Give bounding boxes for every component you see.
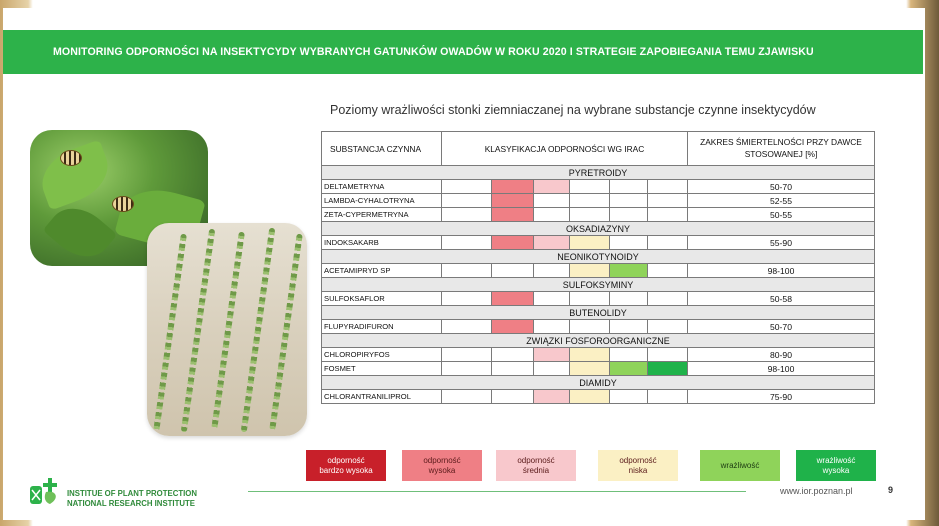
header-bar: [3, 30, 923, 74]
substance-name: ACETAMIPRYD SP: [322, 264, 442, 278]
irac-cell: [570, 236, 610, 250]
irac-cell: [442, 236, 492, 250]
irac-cell: [648, 180, 688, 194]
header-irac: KLASYFIKACJA ODPORNOŚCI WG IRAC: [442, 132, 688, 166]
legend-item-niska: odporność niska: [598, 450, 678, 481]
institute-line1: INSTITUE OF PLANT PROTECTION: [67, 489, 197, 498]
mortality-range: 52-55: [688, 194, 875, 208]
irac-cell: [534, 348, 570, 362]
group-row: [322, 334, 875, 348]
substance-name: SULFOKSAFLOR: [322, 292, 442, 306]
irac-cell: [534, 362, 570, 376]
mortality-range: 98-100: [688, 362, 875, 376]
table-row: [322, 348, 875, 362]
irac-cell: [570, 264, 610, 278]
group-label: SULFOKSYMINY: [322, 278, 875, 292]
irac-cell: [442, 208, 492, 222]
substance-name: CHLOROPIRYFOS: [322, 348, 442, 362]
irac-cell: [492, 208, 534, 222]
group-row: [322, 166, 875, 180]
irac-cell: [492, 236, 534, 250]
irac-cell: [492, 194, 534, 208]
mortality-range: 98-100: [688, 264, 875, 278]
irac-cell: [610, 264, 648, 278]
irac-cell: [534, 390, 570, 404]
irac-cell: [610, 236, 648, 250]
mortality-range: 50-70: [688, 320, 875, 334]
institute-logo: [28, 476, 62, 506]
page-title: MONITORING ODPORNOŚCI NA INSEKTYCYDY WYBRANYCH GATUNKÓW OWADÓW W ROKU 2020 I STRATEGIE ZAPOBIEGANIA TEMU ZJAWISKU: [53, 46, 814, 58]
group-label: ZWIĄZKI FOSFOROORGANICZNE: [322, 334, 875, 348]
irac-cell: [442, 348, 492, 362]
irac-cell: [442, 180, 492, 194]
irac-cell: [442, 320, 492, 334]
irac-cell: [648, 264, 688, 278]
footer-url[interactable]: www.ior.poznan.pl: [780, 486, 853, 496]
irac-cell: [610, 362, 648, 376]
irac-cell: [442, 264, 492, 278]
table-row: [322, 390, 875, 404]
table-row: [322, 362, 875, 376]
mortality-range: 50-58: [688, 292, 875, 306]
irac-cell: [570, 194, 610, 208]
legend-item-wysoka: odporność wysoka: [402, 450, 482, 481]
irac-cell: [442, 390, 492, 404]
legend-item-bardzo-wysoka: odporność bardzo wysoka: [306, 450, 386, 481]
resistance-table: [321, 131, 875, 404]
table-caption: Poziomy wrażliwości stonki ziemniaczanej na wybrane substancje czynne insektycydów: [330, 103, 816, 117]
irac-cell: [534, 320, 570, 334]
table-row: [322, 208, 875, 222]
table-row: [322, 180, 875, 194]
substance-name: INDOKSAKARB: [322, 236, 442, 250]
group-label: BUTENOLIDY: [322, 306, 875, 320]
irac-cell: [534, 236, 570, 250]
irac-cell: [534, 208, 570, 222]
table-row: [322, 236, 875, 250]
irac-cell: [648, 292, 688, 306]
header-substance: SUBSTANCJA CZYNNA: [322, 132, 442, 166]
legend-item-srednia: odporność średnia: [496, 450, 576, 481]
table-row: [322, 194, 875, 208]
irac-cell: [534, 292, 570, 306]
irac-cell: [648, 236, 688, 250]
irac-cell: [648, 194, 688, 208]
irac-cell: [648, 208, 688, 222]
irac-cell: [534, 194, 570, 208]
group-row: [322, 250, 875, 264]
table-row: [322, 292, 875, 306]
irac-cell: [534, 264, 570, 278]
group-label: DIAMIDY: [322, 376, 875, 390]
group-row: [322, 278, 875, 292]
table-row: [322, 264, 875, 278]
page-number: 9: [888, 485, 894, 495]
legend-item-wrazliwosc-wysoka: wrażliwość wysoka: [796, 450, 876, 481]
irac-cell: [492, 292, 534, 306]
irac-cell: [492, 362, 534, 376]
substance-name: LAMBDA-CYHALOTRYNA: [322, 194, 442, 208]
institute-line2: NATIONAL RESEARCH INSTITUTE: [67, 499, 195, 509]
group-label: PYRETROIDY: [322, 166, 875, 180]
legend-item-wrazliwosc: wrażliwość: [700, 450, 780, 481]
substance-name: ZETA-CYPERMETRYNA: [322, 208, 442, 222]
substance-name: CHLORANTRANILIPROL: [322, 390, 442, 404]
irac-cell: [442, 194, 492, 208]
substance-name: FLUPYRADIFURON: [322, 320, 442, 334]
field-photo: [147, 223, 307, 436]
mortality-range: 55-90: [688, 236, 875, 250]
irac-cell: [570, 362, 610, 376]
irac-cell: [492, 348, 534, 362]
irac-cell: [610, 320, 648, 334]
irac-cell: [648, 362, 688, 376]
institute-name: [67, 489, 197, 509]
irac-cell: [570, 292, 610, 306]
irac-cell: [570, 320, 610, 334]
irac-cell: [610, 348, 648, 362]
irac-cell: [648, 320, 688, 334]
footer-divider: [248, 491, 746, 492]
irac-cell: [610, 208, 648, 222]
irac-cell: [648, 348, 688, 362]
irac-cell: [610, 180, 648, 194]
irac-cell: [610, 292, 648, 306]
irac-cell: [610, 390, 648, 404]
group-label: NEONIKOTYNOIDY: [322, 250, 875, 264]
mortality-range: 50-70: [688, 180, 875, 194]
group-row: [322, 222, 875, 236]
irac-cell: [570, 208, 610, 222]
mortality-range: 50-55: [688, 208, 875, 222]
substance-name: FOSMET: [322, 362, 442, 376]
irac-cell: [442, 292, 492, 306]
irac-cell: [534, 180, 570, 194]
irac-cell: [442, 362, 492, 376]
header-mortality: ZAKRES ŚMIERTELNOŚCI PRZY DAWCE STOSOWANEJ [%]: [688, 132, 875, 166]
group-row: [322, 306, 875, 320]
irac-cell: [648, 390, 688, 404]
irac-cell: [570, 180, 610, 194]
irac-cell: [492, 390, 534, 404]
irac-cell: [492, 264, 534, 278]
group-row: [322, 376, 875, 390]
mortality-range: 80-90: [688, 348, 875, 362]
irac-cell: [570, 348, 610, 362]
irac-cell: [610, 194, 648, 208]
table-row: [322, 320, 875, 334]
group-label: OKSADIAZYNY: [322, 222, 875, 236]
irac-cell: [492, 320, 534, 334]
irac-cell: [570, 390, 610, 404]
substance-name: DELTAMETRYNA: [322, 180, 442, 194]
irac-cell: [492, 180, 534, 194]
mortality-range: 75-90: [688, 390, 875, 404]
